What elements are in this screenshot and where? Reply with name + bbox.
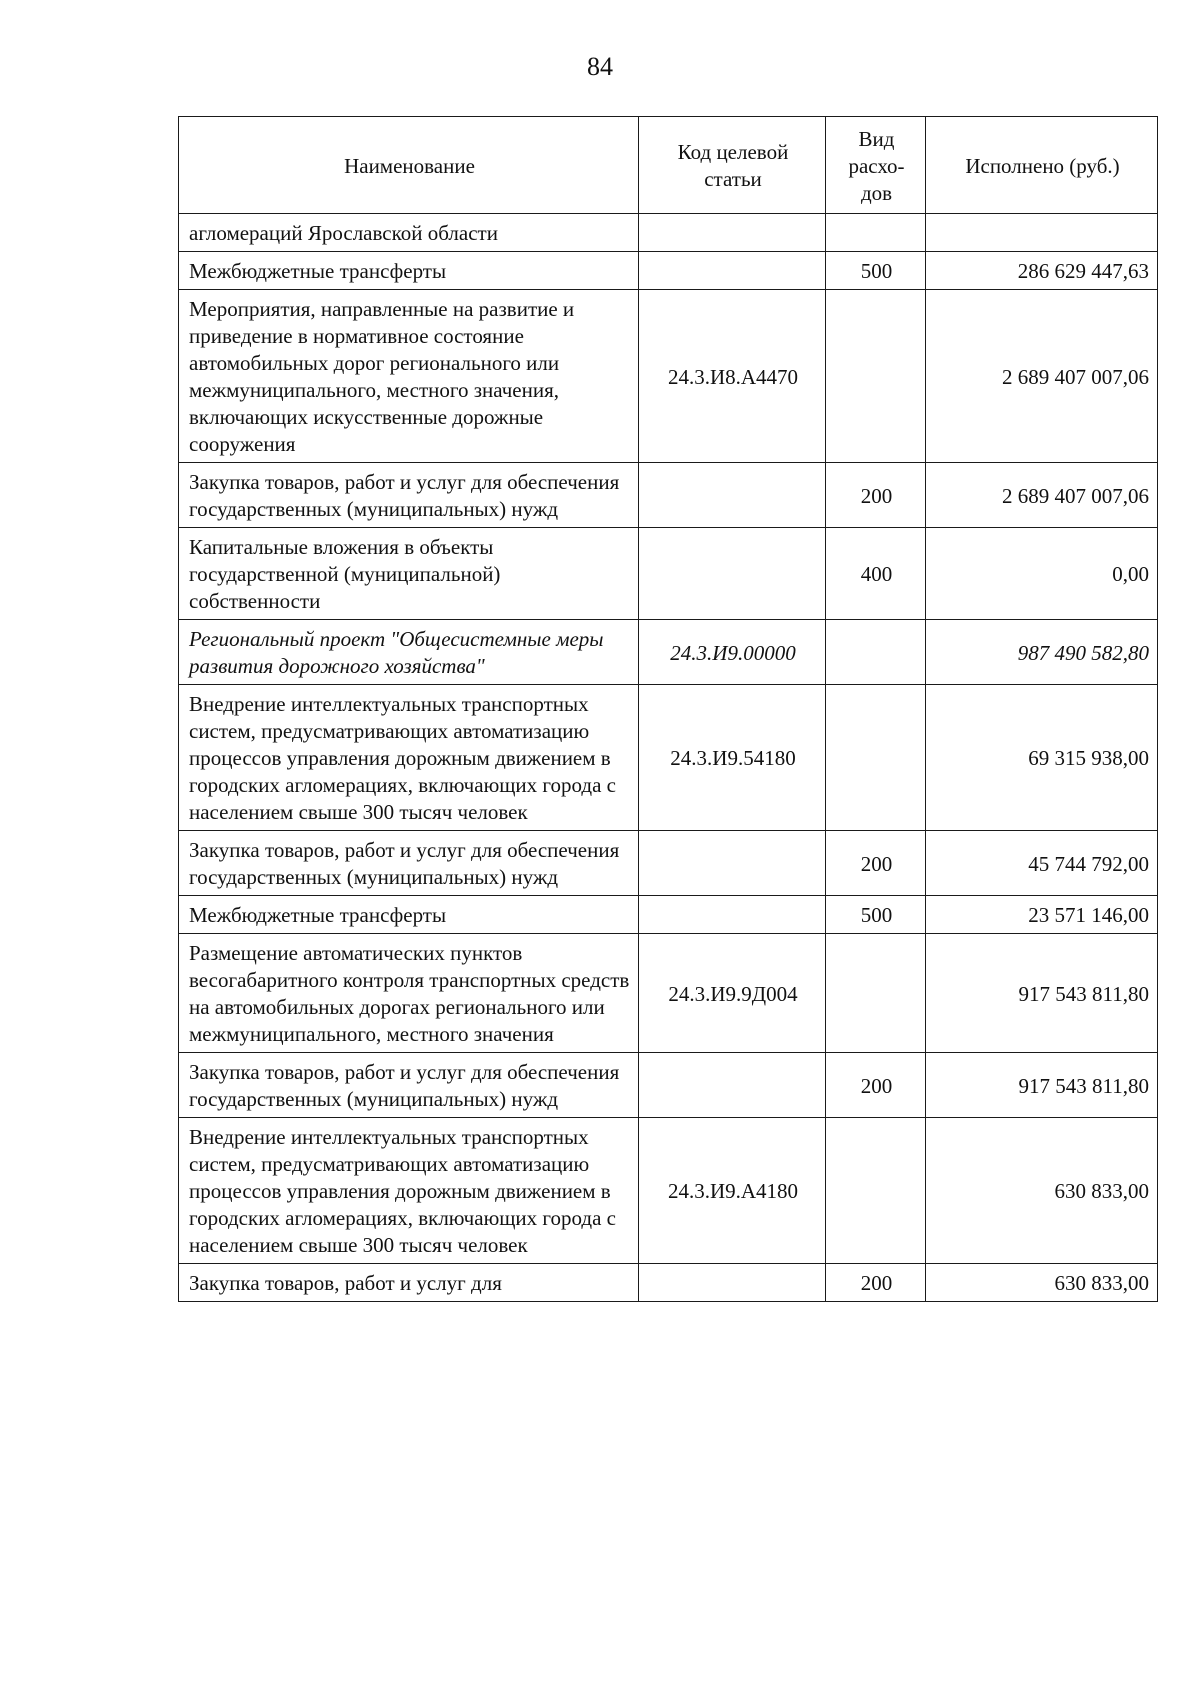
header-sum: Исполнено (руб.) bbox=[926, 117, 1158, 214]
cell-type bbox=[826, 934, 926, 1053]
page-number: 84 bbox=[587, 52, 613, 81]
cell-sum: 45 744 792,00 bbox=[926, 831, 1158, 896]
cell-type: 200 bbox=[826, 1264, 926, 1302]
cell-code bbox=[639, 1053, 826, 1118]
cell-name: Межбюджетные трансферты bbox=[179, 896, 639, 934]
cell-name: Закупка товаров, работ и услуг для обеспечения государственных (муниципальных) нужд bbox=[179, 831, 639, 896]
cell-sum: 630 833,00 bbox=[926, 1118, 1158, 1264]
cell-code: 24.3.И8.А4470 bbox=[639, 290, 826, 463]
cell-name: Закупка товаров, работ и услуг для обеспечения государственных (муниципальных) нужд bbox=[179, 1053, 639, 1118]
cell-code bbox=[639, 214, 826, 252]
cell-type: 500 bbox=[826, 252, 926, 290]
cell-type: 500 bbox=[826, 896, 926, 934]
cell-sum bbox=[926, 214, 1158, 252]
cell-code bbox=[639, 831, 826, 896]
cell-code: 24.3.И9.00000 bbox=[639, 620, 826, 685]
cell-name: Внедрение интеллектуальных транспортных систем, предусматривающих автоматизацию процессов управления дорожным движением в городских агломерациях, включающих города с населением свыше 300 тысяч человек bbox=[179, 1118, 639, 1264]
cell-name: Капитальные вложения в объекты государственной (муниципальной) собственности bbox=[179, 528, 639, 620]
cell-sum: 69 315 938,00 bbox=[926, 685, 1158, 831]
header-type: Вид расхо-дов bbox=[826, 117, 926, 214]
cell-type: 200 bbox=[826, 463, 926, 528]
cell-name: Мероприятия, направленные на развитие и приведение в нормативное состояние автомобильных дорог регионального или межмуниципального, местного значения, включающих искусственные дорожные сооружения bbox=[179, 290, 639, 463]
table-row bbox=[179, 831, 1158, 896]
cell-code bbox=[639, 528, 826, 620]
cell-sum: 917 543 811,80 bbox=[926, 934, 1158, 1053]
cell-sum: 0,00 bbox=[926, 528, 1158, 620]
cell-sum: 987 490 582,80 bbox=[926, 620, 1158, 685]
table-row bbox=[179, 214, 1158, 252]
table-header-row bbox=[179, 117, 1158, 214]
cell-name: Межбюджетные трансферты bbox=[179, 252, 639, 290]
table-row bbox=[179, 685, 1158, 831]
cell-sum: 630 833,00 bbox=[926, 1264, 1158, 1302]
cell-name: Закупка товаров, работ и услуг для обеспечения государственных (муниципальных) нужд bbox=[179, 463, 639, 528]
cell-type: 200 bbox=[826, 831, 926, 896]
cell-code bbox=[639, 896, 826, 934]
table-row bbox=[179, 1118, 1158, 1264]
cell-name: Закупка товаров, работ и услуг для bbox=[179, 1264, 639, 1302]
cell-name: агломераций Ярославской области bbox=[179, 214, 639, 252]
cell-code bbox=[639, 463, 826, 528]
cell-name: Внедрение интеллектуальных транспортных систем, предусматривающих автоматизацию процессов управления дорожным движением в городских агломерациях, включающих города с населением свыше 300 тысяч человек bbox=[179, 685, 639, 831]
cell-code: 24.3.И9.А4180 bbox=[639, 1118, 826, 1264]
table-row bbox=[179, 463, 1158, 528]
cell-code bbox=[639, 252, 826, 290]
cell-name: Размещение автоматических пунктов весогабаритного контроля транспортных средств на автомобильных дорогах регионального или межмуниципального, местного значения bbox=[179, 934, 639, 1053]
table-row bbox=[179, 1264, 1158, 1302]
header-code: Код целевой статьи bbox=[639, 117, 826, 214]
cell-type bbox=[826, 290, 926, 463]
cell-type bbox=[826, 685, 926, 831]
cell-sum: 23 571 146,00 bbox=[926, 896, 1158, 934]
budget-execution-table bbox=[178, 116, 1158, 1302]
cell-type bbox=[826, 1118, 926, 1264]
cell-code: 24.3.И9.54180 bbox=[639, 685, 826, 831]
cell-sum: 2 689 407 007,06 bbox=[926, 290, 1158, 463]
cell-type bbox=[826, 214, 926, 252]
cell-type bbox=[826, 620, 926, 685]
header-name: Наименование bbox=[179, 117, 639, 214]
cell-type: 400 bbox=[826, 528, 926, 620]
table-row bbox=[179, 1053, 1158, 1118]
table-row bbox=[179, 934, 1158, 1053]
cell-code: 24.3.И9.9Д004 bbox=[639, 934, 826, 1053]
cell-code bbox=[639, 1264, 826, 1302]
table-row bbox=[179, 896, 1158, 934]
table-row bbox=[179, 528, 1158, 620]
table-row bbox=[179, 252, 1158, 290]
cell-type: 200 bbox=[826, 1053, 926, 1118]
cell-name: Региональный проект "Общесистемные меры развития дорожного хозяйства" bbox=[179, 620, 639, 685]
cell-sum: 917 543 811,80 bbox=[926, 1053, 1158, 1118]
table-row bbox=[179, 290, 1158, 463]
cell-sum: 2 689 407 007,06 bbox=[926, 463, 1158, 528]
cell-sum: 286 629 447,63 bbox=[926, 252, 1158, 290]
table-row-regional-project bbox=[179, 620, 1158, 685]
